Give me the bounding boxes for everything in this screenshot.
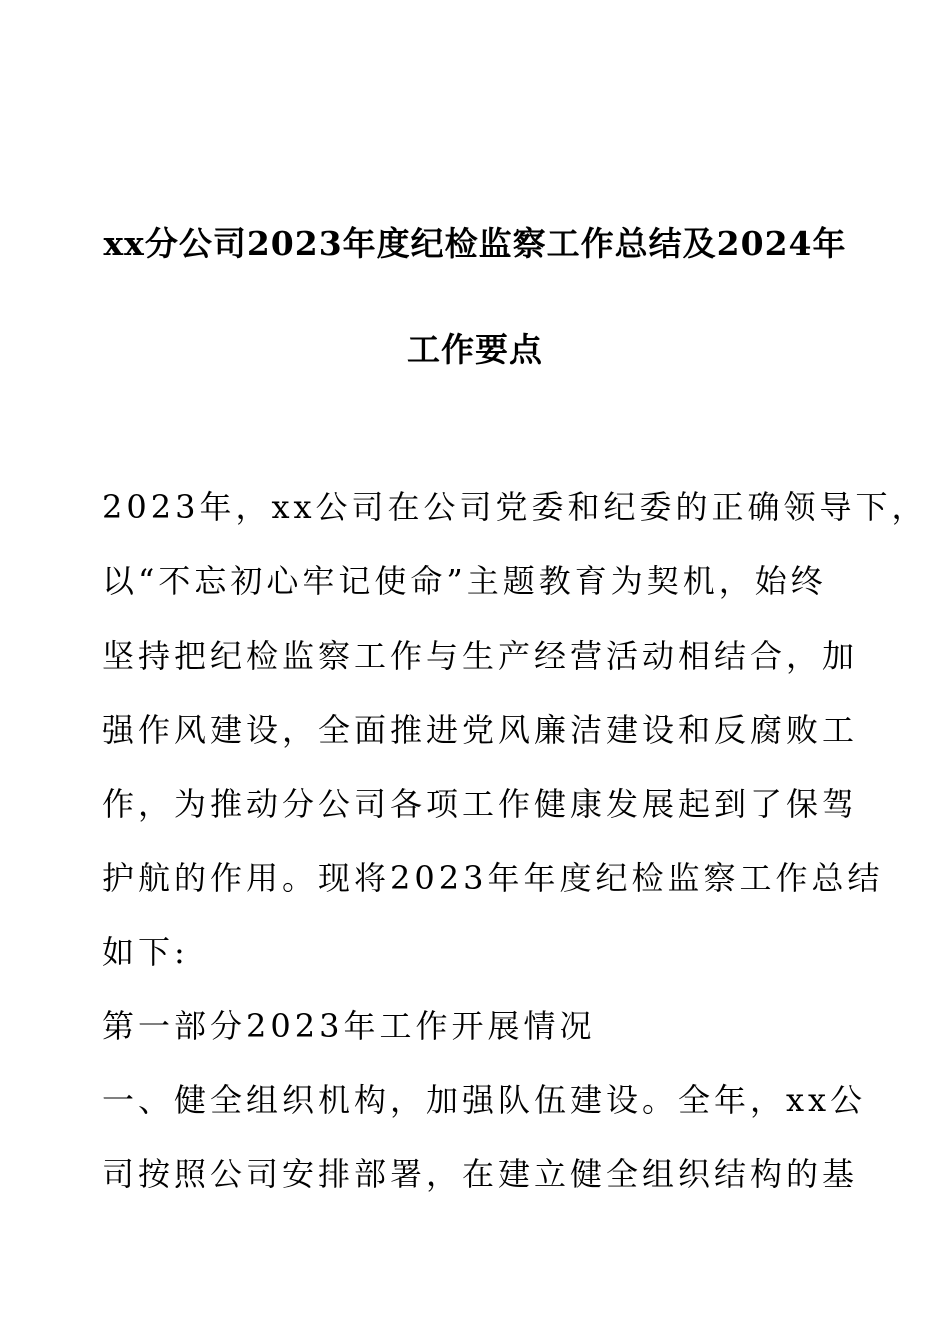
body-line-3: 坚持把纪检监察工作与生产经营活动相结合，加 xyxy=(102,637,859,675)
body-line-2: 以“不忘初心牢记使命”主题教育为契机，始终 xyxy=(102,562,827,600)
body-line-5: 作，为推动分公司各项工作健康发展起到了保驾 xyxy=(102,785,859,823)
section-heading: 第一部分2023年工作开展情况 xyxy=(102,1007,596,1045)
body-line-1: 2023年，xx公司在公司党委和纪委的正确领导下， xyxy=(102,488,928,526)
body-line-6: 护航的作用。现将2023年年度纪检监察工作总结 xyxy=(102,859,884,897)
body-line-9: 一、健全组织机构，加强队伍建设。全年，xx公 xyxy=(102,1081,867,1119)
document-title-line-2: 工作要点 xyxy=(407,330,543,369)
document-title-line-1: xx分公司2023年度纪检监察工作总结及2024年 xyxy=(103,224,847,263)
body-line-7: 如下: xyxy=(102,933,189,971)
body-line-10: 司按照公司安排部署，在建立健全组织结构的基 xyxy=(102,1155,859,1193)
body-line-4: 强作风建设，全面推进党风廉洁建设和反腐败工 xyxy=(102,711,859,749)
